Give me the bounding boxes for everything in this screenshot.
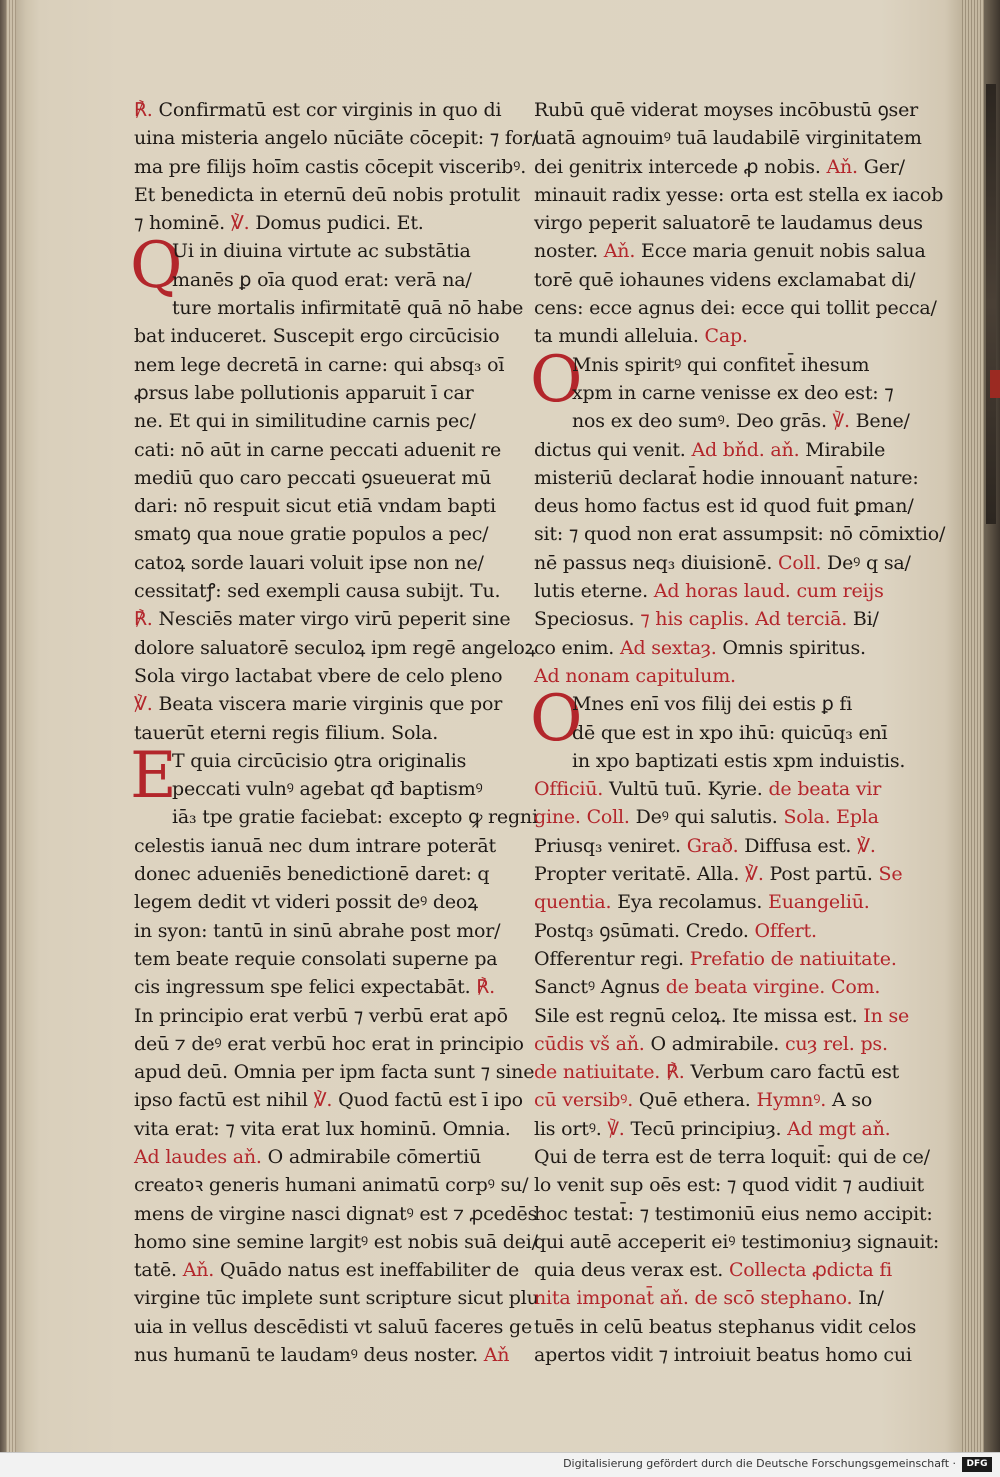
left-page-edge bbox=[6, 0, 16, 1452]
body-text: sit: ⁊ quod non erat assumpsit: nō cōmixtio/ bbox=[534, 523, 946, 546]
text-line bbox=[534, 322, 906, 350]
text-line bbox=[134, 520, 504, 548]
body-text: uina misteria angelo nūciāte cōcepit: ⁊ for/ bbox=[134, 127, 539, 150]
rubric-text: ⁊ his caplis. Ad terciā. bbox=[640, 608, 853, 631]
body-text: lis ortꝰ. bbox=[534, 1117, 608, 1140]
rubric-text: Officiū. bbox=[534, 778, 609, 801]
body-text: dei genitrix intercede ꝓ nobis. bbox=[534, 155, 827, 178]
body-text: hoc testat̄: ⁊ testimoniū eius nemo accipit: bbox=[534, 1202, 933, 1225]
rubric-text: de beata vir bbox=[768, 778, 882, 801]
text-line bbox=[134, 832, 504, 860]
body-text: Postq₃ ꝯsūmati. Credo. bbox=[534, 919, 755, 942]
text-line bbox=[534, 1058, 906, 1086]
text-line bbox=[534, 1115, 906, 1143]
rubricated-initial: E bbox=[130, 738, 177, 813]
body-text: quia deus verax est. bbox=[534, 1259, 729, 1282]
rubric-text: Sola. Epla bbox=[783, 806, 879, 829]
text-line bbox=[134, 577, 504, 605]
rubric-text: de beata virgine. Com. bbox=[665, 976, 881, 999]
body-text: Domus pudici. Et. bbox=[255, 212, 424, 235]
rubricated-initial: Q bbox=[130, 229, 183, 304]
text-line bbox=[134, 124, 539, 152]
text-line bbox=[134, 1284, 539, 1312]
rubric-text: Cap. bbox=[704, 325, 748, 348]
body-text: bat induceret. Suscepit ergo circūcisio bbox=[134, 325, 500, 348]
text-line bbox=[534, 237, 926, 265]
dfg-logo: DFG bbox=[962, 1457, 992, 1472]
text-line bbox=[534, 96, 919, 124]
text-line bbox=[534, 1143, 930, 1171]
text-line bbox=[134, 803, 538, 831]
rubric-text: Coll. bbox=[778, 551, 828, 574]
body-text: nem lege decretā in carne: qui absq₃ oī bbox=[134, 353, 505, 376]
body-text: catoꝝ sorde lauari voluit ipse non ne/ bbox=[134, 551, 484, 574]
rubric-text: ℣. bbox=[832, 410, 856, 433]
text-line bbox=[534, 634, 906, 662]
text-line bbox=[534, 803, 906, 831]
text-line bbox=[134, 322, 504, 350]
text-line bbox=[134, 379, 504, 407]
body-text: Priusq₃ veniret. bbox=[534, 834, 687, 857]
body-text: dolore saluatorē seculoꝝ ipm regē angeloꝝ bbox=[134, 636, 536, 659]
text-line bbox=[534, 747, 906, 775]
body-text: Ecce maria genuit nobis salua bbox=[641, 240, 926, 263]
body-text: legem dedit vt videri possit deꝰ deoꝝ bbox=[134, 891, 478, 914]
text-line bbox=[134, 1058, 535, 1086]
footer-credit-text: Digitalisierung gefördert durch die Deutsche Forschungsgemeinschaft · bbox=[563, 1457, 956, 1470]
body-text: ta mundi alleluia. bbox=[534, 325, 705, 348]
body-text: apud deū. Omnia per ipm facta sunt ⁊ sine bbox=[134, 1061, 535, 1084]
body-text: cati: nō aūt in carne peccati aduenit re bbox=[134, 438, 502, 461]
body-text: nē passus neq₃ diuisionē. bbox=[534, 551, 779, 574]
body-text: ture mortalis infirmitatē quā nō habe bbox=[172, 297, 524, 320]
text-line bbox=[534, 1256, 906, 1284]
right-page-edge bbox=[962, 0, 984, 1452]
rubric-text: Collecta ꝓdicta fi bbox=[728, 1259, 893, 1282]
body-text: tuēs in celū beatus stephanus vidit celos bbox=[534, 1315, 917, 1338]
body-text: O admirabile. bbox=[650, 1032, 785, 1055]
rubric-text: In se bbox=[863, 1004, 910, 1027]
body-text: iā₃ tpe gratie faciebat: excepto ꝙ regni bbox=[172, 806, 538, 829]
rubric-text: ℣. bbox=[313, 1089, 339, 1112]
body-text: virgo peperit saluatorē te laudamus deus bbox=[534, 212, 923, 235]
body-text: apertos vidit ⁊ introiuit beatus homo cui bbox=[534, 1344, 912, 1367]
body-text: mens de virgine nasci dignatꝰ est ⁊ ꝓcedēs bbox=[134, 1202, 538, 1225]
text-line bbox=[134, 407, 504, 435]
body-text: Diffusa est. bbox=[744, 834, 858, 857]
body-text: ꝓrsus labe pollutionis apparuit ī car bbox=[134, 381, 474, 404]
body-text: deus homo factus est id quod fuit ꝑman/ bbox=[534, 495, 914, 518]
text-line bbox=[534, 124, 922, 152]
body-text: Quod factū est ī ipo bbox=[338, 1089, 523, 1112]
text-line bbox=[134, 1030, 524, 1058]
body-text: Deꝰ qui salutis. bbox=[635, 806, 784, 829]
body-text: Sile est regnū celoꝝ. Ite missa est. bbox=[534, 1004, 864, 1027]
rubric-text: Euangeliū. bbox=[768, 891, 870, 914]
body-text: In principio erat verbū ⁊ verbū erat apō bbox=[134, 1004, 508, 1027]
rubric-text: nita imponat̄ aň. de scō stephano. bbox=[534, 1287, 859, 1310]
rubric-text: Ad nonam capitulum. bbox=[534, 664, 736, 687]
text-line bbox=[134, 1200, 538, 1228]
text-line bbox=[534, 520, 946, 548]
body-text: in syon: tantū in sinū abrahe post mor/ bbox=[134, 919, 501, 942]
rubric-text: ℣. bbox=[745, 863, 770, 886]
body-text: Verbum caro factū est bbox=[690, 1061, 900, 1084]
text-line bbox=[534, 379, 906, 407]
body-text: Et benedicta in eternū deū nobis protulit bbox=[134, 183, 520, 206]
body-text: xpm in carne venisse ex deo est: ⁊ bbox=[572, 381, 894, 404]
body-text: noster. bbox=[534, 240, 604, 263]
rubric-text: Ad sextaȝ. bbox=[619, 636, 723, 659]
red-bookmark-tab bbox=[990, 370, 1000, 398]
text-line bbox=[534, 1341, 912, 1369]
rubric-text: Offert. bbox=[754, 919, 817, 942]
body-text: Quādo natus est ineffabiliter de bbox=[219, 1259, 520, 1282]
text-line bbox=[134, 605, 511, 633]
body-text: ma pre filijs hoīm castis cōcepit visceribꝰ. bbox=[134, 155, 527, 178]
rubric-text: Ad laudes aň. bbox=[134, 1145, 268, 1168]
text-line bbox=[534, 209, 923, 237]
body-text: uia in vellus descēdisti vt saluū faceres ge bbox=[134, 1315, 533, 1338]
rubric-text: Grað. bbox=[686, 834, 745, 857]
rubric-text: Hymnꝰ. bbox=[756, 1089, 832, 1112]
text-line bbox=[534, 605, 906, 633]
body-text: donec adueniēs benedictionē daret: q bbox=[134, 863, 490, 886]
text-line bbox=[534, 492, 914, 520]
body-text: dictus qui venit. bbox=[534, 438, 692, 461]
body-text: virgine tūc implete sunt scripture sicut plu bbox=[134, 1287, 539, 1310]
body-text: Nesciēs mater virgo virū peperit sine bbox=[158, 608, 511, 631]
body-text: In/ bbox=[858, 1287, 884, 1310]
text-line bbox=[134, 1002, 508, 1030]
text-line bbox=[134, 1171, 529, 1199]
text-line bbox=[534, 464, 919, 492]
body-text: deū ⁊ deꝰ erat verbū hoc erat in principio bbox=[134, 1032, 524, 1055]
body-text: Mnes enī vos filij dei estis ꝑ fi bbox=[572, 693, 853, 716]
text-line bbox=[134, 1086, 523, 1114]
body-text: Deꝰ q sa/ bbox=[827, 551, 911, 574]
text-line bbox=[534, 549, 911, 577]
body-text: Mirabile bbox=[805, 438, 886, 461]
text-line bbox=[134, 1341, 510, 1369]
text-line bbox=[534, 1313, 917, 1341]
body-text: dari: nō respuit sicut etiā vndam bapti bbox=[134, 495, 496, 518]
text-line bbox=[134, 464, 504, 492]
rubric-text: quentia. bbox=[534, 891, 618, 914]
text-line bbox=[534, 1284, 906, 1312]
rubricated-initial: O bbox=[530, 342, 583, 417]
rubric-text: ℟. bbox=[476, 976, 495, 999]
text-line bbox=[534, 436, 906, 464]
body-text: Beata viscera marie virginis que por bbox=[158, 693, 503, 716]
body-text: Post partū. bbox=[769, 863, 879, 886]
body-text: peccati vulnꝰ agebat qđ baptismꝰ bbox=[172, 778, 483, 801]
body-text: cis ingressum spe felici expectabāt. bbox=[134, 976, 477, 999]
text-line bbox=[534, 577, 906, 605]
right-text-column bbox=[530, 96, 946, 1369]
text-line bbox=[134, 266, 504, 294]
rubric-text: ℣. bbox=[134, 693, 159, 716]
body-text: Offerentur regi. bbox=[534, 947, 690, 970]
text-line bbox=[134, 549, 504, 577]
body-text: Omnis spiritus. bbox=[722, 636, 866, 659]
body-text: Rubū quē viderat moyses incōbustū ꝯser bbox=[534, 99, 919, 121]
body-text: Sola virgo lactabat vbere de celo pleno bbox=[134, 664, 503, 687]
body-text: T quia circūcisio ꝯtra originalis bbox=[172, 749, 467, 772]
text-line bbox=[534, 832, 906, 860]
body-text: Speciosus. bbox=[534, 608, 641, 631]
text-line bbox=[534, 775, 906, 803]
body-text: ⁊ hominē. bbox=[134, 212, 231, 235]
text-line bbox=[534, 662, 906, 690]
text-line bbox=[134, 294, 524, 322]
body-text: A so bbox=[831, 1089, 873, 1112]
body-text: manēs ꝑ oīa quod erat: verā na/ bbox=[172, 268, 472, 291]
text-line bbox=[534, 973, 906, 1001]
rubric-text: Ad horas laud. cum reijs bbox=[653, 580, 884, 603]
text-line bbox=[134, 1313, 533, 1341]
rubric-text: Aň. bbox=[182, 1259, 220, 1282]
rubric-text: de natiuitate. ℟. bbox=[534, 1061, 691, 1084]
rubric-text: Ad mgt aň. bbox=[787, 1117, 891, 1140]
text-line bbox=[534, 1030, 906, 1058]
text-line bbox=[134, 1115, 511, 1143]
body-text: lutis eterne. bbox=[534, 580, 654, 603]
body-text: Bi/ bbox=[852, 608, 879, 631]
body-text: O admirabile cōmertiū bbox=[267, 1145, 481, 1168]
text-line bbox=[134, 662, 504, 690]
body-text: Eya recolamus. bbox=[617, 891, 769, 914]
text-line bbox=[534, 860, 906, 888]
rubric-text: Prefatio de natiuitate. bbox=[689, 947, 897, 970]
body-text: Tecū principiuȝ. bbox=[630, 1117, 788, 1140]
body-text: minauit radix yesse: orta est stella ex iacob bbox=[534, 183, 944, 206]
rubric-text: Aň. bbox=[826, 155, 864, 178]
text-line bbox=[134, 860, 504, 888]
body-text: nos ex deo sumꝰ. Deo grās. bbox=[572, 410, 833, 433]
body-text: mediū quo caro peccati ꝯsueuerat mū bbox=[134, 466, 492, 489]
rubric-text: Aň. bbox=[603, 240, 642, 263]
text-line bbox=[534, 1171, 924, 1199]
text-line bbox=[534, 266, 916, 294]
text-line bbox=[134, 96, 504, 124]
body-text: Ui in diuina virtute ac substātia bbox=[172, 240, 471, 263]
text-line bbox=[534, 181, 944, 209]
text-line bbox=[534, 1228, 940, 1256]
body-text: qui autē acceperit eiꝰ testimoniuȝ signauit: bbox=[534, 1230, 940, 1253]
body-text: Bene/ bbox=[855, 410, 910, 433]
text-line bbox=[134, 1143, 504, 1171]
text-line bbox=[134, 945, 504, 973]
text-line bbox=[534, 1002, 910, 1030]
text-line bbox=[534, 888, 906, 916]
body-text: Sanctꝰ Agnus bbox=[534, 976, 666, 999]
body-text: tem beate requie consolati superne pa bbox=[134, 947, 498, 970]
rubric-text: cuȝ rel. ps. bbox=[784, 1032, 888, 1055]
rubric-text: Ad bňd. aň. bbox=[691, 438, 806, 461]
body-text: torē quē iohaunes videns exclamabat di/ bbox=[534, 268, 916, 291]
text-line bbox=[534, 917, 906, 945]
rubric-text: ℟. bbox=[134, 99, 159, 121]
text-line bbox=[134, 775, 504, 803]
text-line bbox=[134, 181, 520, 209]
body-text: smatꝯ qua noue gratie populos a pec/ bbox=[134, 523, 489, 546]
text-line bbox=[534, 945, 906, 973]
footer-bar bbox=[0, 1452, 1000, 1477]
rubric-text: ℟. bbox=[134, 608, 159, 631]
text-line bbox=[534, 1200, 933, 1228]
rubric-text: cūdis vš aň. bbox=[534, 1032, 651, 1055]
body-text: ne. Et qui in similitudine carnis pec/ bbox=[134, 410, 476, 433]
rubric-text: Aň bbox=[483, 1344, 510, 1367]
text-line bbox=[134, 888, 504, 916]
body-text: tatē. bbox=[134, 1259, 183, 1282]
text-line bbox=[134, 153, 527, 181]
body-text: Propter veritatē. Alla. bbox=[534, 863, 746, 886]
text-line bbox=[134, 973, 504, 1001]
text-line bbox=[134, 492, 504, 520]
body-text: Mnis spiritꝰ qui confitet̄ ihesum bbox=[572, 353, 870, 376]
body-text: celestis ianuā nec dum intrare poterāt bbox=[134, 834, 496, 857]
body-text: Vultū tuū. Kyrie. bbox=[608, 778, 769, 801]
text-line bbox=[134, 690, 504, 718]
rubric-text: ℣. bbox=[230, 212, 256, 235]
body-text: creatoꝛ generis humani animatū corpꝰ su/ bbox=[134, 1174, 529, 1197]
body-text: misteriū declarat̄ hodie innouant̄ nature: bbox=[534, 466, 919, 489]
text-line bbox=[534, 719, 906, 747]
body-text: in xpo baptizati estis xpm induistis. bbox=[572, 749, 906, 772]
rubric-text: cū versibꝰ. bbox=[534, 1089, 639, 1112]
rubric-text: gine. Coll. bbox=[534, 806, 636, 829]
body-text: Qui de terra est de terra loquit̄: qui de ce/ bbox=[534, 1145, 930, 1168]
body-text: nus humanū te laudamꝰ deus noster. bbox=[134, 1344, 484, 1367]
body-text: tauerūt eterni regis filium. Sola. bbox=[134, 721, 439, 744]
rubric-text: ℣. bbox=[607, 1117, 631, 1140]
body-text: lo venit sup oēs est: ⁊ quod vidit ⁊ audiuit bbox=[534, 1174, 924, 1197]
text-line bbox=[134, 719, 504, 747]
body-text: dē que est in xpo ihū: quicūq₃ enī bbox=[572, 721, 888, 744]
body-text: co enim. bbox=[534, 636, 620, 659]
body-text: vita erat: ⁊ vita erat lux hominū. Omnia. bbox=[134, 1117, 511, 1140]
body-text: ipso factū est nihil bbox=[134, 1089, 314, 1112]
text-line bbox=[534, 1086, 906, 1114]
body-text: uatā agnouimꝰ tuā laudabilē virginitatem bbox=[534, 127, 922, 150]
body-text: homo sine semine largitꝰ est nobis suā dei/ bbox=[134, 1230, 538, 1253]
left-text-column bbox=[130, 96, 539, 1369]
body-text: cens: ecce agnus dei: ecce qui tollit pecca/ bbox=[534, 297, 937, 320]
text-line bbox=[134, 634, 536, 662]
text-line bbox=[134, 1256, 520, 1284]
text-line bbox=[134, 436, 504, 464]
text-line bbox=[534, 294, 937, 322]
text-line bbox=[134, 917, 504, 945]
text-line bbox=[534, 407, 910, 435]
text-line bbox=[534, 153, 906, 181]
rubric-text: Se bbox=[878, 863, 903, 886]
text-line bbox=[134, 209, 504, 237]
body-text: Confirmatū est cor virginis in quo di bbox=[158, 99, 502, 121]
rubricated-initial: O bbox=[530, 682, 583, 757]
body-text: cessitatꝭ: sed exempli causa subijt. Tu. bbox=[134, 580, 501, 603]
text-line bbox=[134, 351, 504, 379]
body-text: Ger/ bbox=[863, 155, 905, 178]
rubric-text: ℣. bbox=[857, 834, 876, 857]
body-text: Quē ethera. bbox=[638, 1089, 757, 1112]
binding-strap bbox=[986, 84, 996, 524]
text-line bbox=[134, 1228, 538, 1256]
